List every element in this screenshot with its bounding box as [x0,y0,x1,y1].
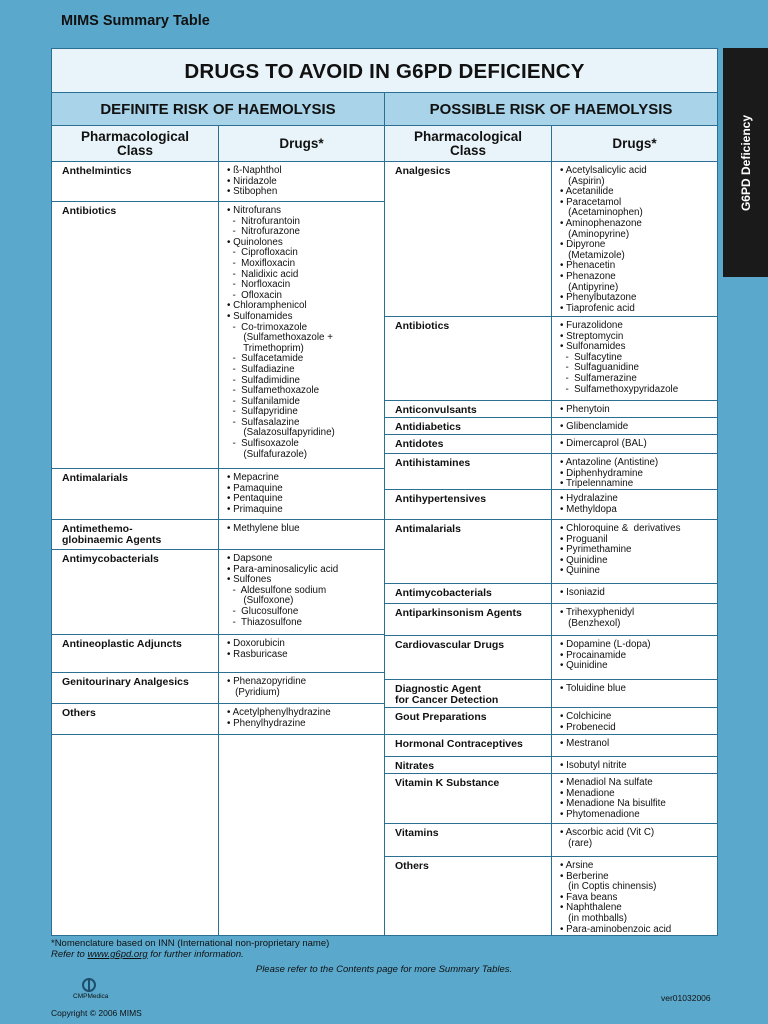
class-line: Gout Preparations [395,711,487,723]
class-line: Vitamins [395,827,439,839]
drug-item: • ß-Naphthol [227,165,282,176]
pharmacological-class [62,473,128,484]
drug-list [227,166,282,198]
logo-icon [82,978,96,992]
class-line: Antimycobacterials [62,553,159,565]
footnote-refer-pre: Refer to [51,949,88,960]
drug-item: (Benzhexol) [560,617,621,629]
drug-list [227,708,331,729]
drug-list [227,473,283,515]
section-tab-label: G6PD Deficiency [738,114,753,211]
drug-item: • Mestranol [560,738,610,749]
pharmacological-class [395,405,477,416]
drug-item: • Colchicine [560,711,612,722]
class-line: Antimycobacterials [395,587,492,599]
drug-item: • Doxorubicin [227,638,285,649]
table-title: DRUGS TO AVOID IN G6PD DEFICIENCY [52,49,717,93]
col-header-class-line1: Pharmacological [80,128,190,144]
pharmacological-class [395,494,486,505]
table-row [385,317,717,401]
class-line: Hormonal Contraceptives [395,738,523,750]
drug-item: • Pentaquine [227,493,283,505]
drug-item: • Niridazole [227,175,277,187]
drug-list [560,761,627,772]
drug-list [560,640,651,672]
drug-item: - Sulfacytine [560,351,623,363]
drug-item: - Sulfasalazine [227,416,300,428]
pharmacological-class [395,524,461,535]
drug-item: • Menadiol Na sulfate [560,777,653,788]
page-header: MIMS Summary Table [61,13,210,29]
drug-item: • Menadione Na bisulfite [560,798,666,810]
drug-item: • Naphthalene [560,902,622,914]
possible-risk-heading: POSSIBLE RISK OF HAEMOLYSIS [385,93,717,126]
drug-list [560,608,634,629]
drug-item: - Ofloxacin [227,289,282,301]
drug-item: • Pamaquine [227,482,283,494]
table-row [385,735,717,757]
class-line: Others [62,707,96,719]
class-line: Anticonvulsants [395,404,477,416]
class-line: Antineoplastic Adjuncts [62,638,182,650]
class-line: Nitrates [395,760,435,772]
pharmacological-class [395,640,504,651]
drug-list [560,828,654,849]
g6pd-link[interactable]: www.g6pd.org [87,949,148,960]
drug-item: - Norfloxacin [227,279,291,291]
drug-list [560,712,616,733]
drug-item: • Dopamine (L-dopa) [560,639,651,650]
drug-list [560,778,666,820]
class-line: Antihypertensives [395,493,487,505]
pharmacological-class [395,778,499,789]
table-row [52,520,385,550]
pharmacological-class [62,524,161,546]
drug-item: • Paracetamol [560,196,622,208]
col-header-class-line2: Class [116,142,153,158]
version-code: ver01032006 [661,993,711,1003]
class-line: Analgesics [395,165,451,177]
drug-item: • Diphenhydramine [560,467,643,479]
drug-item: • Mepacrine [227,472,279,483]
table-row [385,401,717,418]
pharmacological-class [395,458,470,469]
drug-item: • Procainamide [560,649,627,661]
drug-item: • Dimercaprol (BAL) [560,438,647,449]
drug-item: - Aldesulfone sodium [227,584,327,596]
drug-list [227,206,335,460]
table-row [385,520,717,584]
drug-list [560,405,610,416]
drug-list [227,524,300,535]
drug-list [560,861,671,935]
class-line: Diagnostic Agent [395,683,481,695]
table-row [385,824,717,857]
drug-list [227,554,338,628]
table-row [385,418,717,435]
table-row [52,673,385,704]
drug-list [560,166,647,314]
class-line: Antidiabetics [395,421,461,433]
drug-item: - Sulfamethoxazole [227,385,320,397]
drug-item: • Ascorbic acid (Vit C) [560,827,655,838]
table-row [52,550,385,635]
drug-item: - Glucosulfone [227,605,299,617]
class-line: Antimethemo- [62,523,133,535]
drug-item: • Para-aminosalicylic acid [227,563,339,575]
drug-item: • Proguanil [560,533,608,545]
drug-item: • Phenacetin [560,260,616,272]
drug-item: (Antipyrine) [560,281,619,293]
table-row [385,708,717,735]
drug-item: • Isobutyl nitrite [560,760,627,771]
drug-item: • Phenazopyridine [227,676,307,687]
table-row [52,469,385,520]
pharmacological-class [62,708,96,719]
pharmacological-class [395,422,461,433]
drug-item: (Salazosulfapyridine) [227,427,335,439]
drug-item: - Nalidixic acid [227,268,299,280]
table-row [385,636,717,680]
drug-item: • Berberine [560,870,609,882]
drug-item: • Acetylphenylhydrazine [227,707,331,718]
drug-item: (in Coptis chinensis) [560,881,657,893]
table-row [385,162,717,317]
drug-item: • Quinolones [227,236,283,248]
drug-item: - Sulfadimidine [227,374,300,386]
drug-item: • Arsine [560,860,594,871]
drug-list [560,458,658,490]
drug-item: • Tiaprofenic acid [560,302,635,314]
drug-item: - Sulfamethoxypyridazole [560,383,679,395]
drug-item: • Aminophenazone [560,217,642,229]
drug-item: • Chloroquine & derivatives [560,523,681,534]
class-line: Antibiotics [395,320,450,332]
drug-list [560,494,618,515]
drug-item: - Nitrofurantoin [227,215,300,227]
drug-item: - Ciprofloxacin [227,247,298,259]
pharmacological-class [395,861,429,872]
class-line: Antihistamines [395,457,471,469]
footnote-refer [51,949,244,960]
pharmacological-class [395,828,439,839]
drug-item: • Stibophen [227,186,278,198]
drug-list [560,739,609,750]
summary-table [51,48,718,936]
drug-item: • Primaquine [227,503,283,515]
class-line: Antimalarials [62,472,128,484]
drug-item: (Sulfamethoxazole + [227,332,333,344]
drug-list [560,684,626,695]
drug-item: • Sulfonamides [227,310,293,322]
drug-list [227,639,288,660]
table-row [385,604,717,636]
col-header-class-line1: Pharmacological [413,128,523,144]
definite-risk-heading: DEFINITE RISK OF HAEMOLYSIS [52,93,384,126]
drug-list [560,422,628,433]
drug-item: • Furazolidone [560,320,623,331]
pharmacological-class [395,712,487,723]
drug-list [560,524,681,577]
table-row [385,454,717,490]
class-line: globinaemic Agents [62,534,162,546]
drug-item: • Quinidine [560,554,608,566]
drug-item: (rare) [560,837,593,849]
drug-item: • Dipyrone [560,239,606,251]
drug-item: (Pyridium) [227,686,280,698]
drug-item: • Menadione [560,787,615,799]
pharmacological-class [395,739,523,750]
drug-item: • Sulfonamides [560,341,626,353]
drug-item: Trimethoprim) [227,342,304,354]
drug-item: • Probenecid [560,721,616,733]
drug-item: - Sulfamerazine [560,372,637,384]
pharmacological-class [395,588,492,599]
drug-item: • Tripelennamine [560,478,634,490]
drug-item: - Sulfadiazine [227,363,295,375]
pharmacological-class [395,761,434,772]
drug-item: - Sulfaguanidine [560,362,639,374]
drug-item: • Trihexyphenidyl [560,607,635,618]
drug-item: (Aminopyrine) [560,228,630,240]
pharmacological-class [395,166,450,177]
pharmacological-class [62,166,131,177]
logo-text: CMPMedica [73,993,109,1000]
class-line: Anthelmintics [62,165,132,177]
drug-list [560,439,647,450]
table-row [52,635,385,673]
col-header-class-line2: Class [449,142,486,158]
col-header-class-left [52,126,218,162]
drug-item: (Metamizole) [560,249,625,261]
table-row [385,857,717,936]
drug-item: • Toluidine blue [560,683,626,694]
section-tab[interactable] [723,48,768,277]
drug-item: • Methylene blue [227,523,300,534]
pharmacological-class [62,206,116,217]
drug-item: • Phenytoin [560,404,610,415]
drug-list [560,588,605,599]
col-header-class-right [385,126,551,162]
pharmacological-class [395,684,498,706]
drug-item: • Quinidine [560,660,608,672]
table-row [52,202,385,469]
table-row [385,680,717,708]
drug-item: • Phenylhydrazine [227,717,306,729]
pharmacological-class [62,677,189,688]
drug-item: • Sulfones [227,574,272,586]
drug-item: • Acetylsalicylic acid [560,165,647,176]
drug-item: • Isoniazid [560,587,605,598]
drug-item: • Phenazone [560,270,616,282]
table-row [52,704,385,735]
drug-item: • Para-aminobenzoic acid [560,923,672,935]
pharmacological-class [395,439,443,450]
pharmacological-class [62,554,159,565]
table-row [385,584,717,604]
drug-item: • Methyldopa [560,503,617,515]
footnote-refer-post: for further information. [147,949,244,960]
drug-item: • Acetanilide [560,186,614,198]
drug-item: • Phenylbutazone [560,292,637,304]
table-row [385,490,717,520]
drug-item: • Antazoline (Antistine) [560,457,659,468]
drug-item: (Sulfoxone) [227,595,294,607]
class-line: Genitourinary Analgesics [62,676,189,688]
class-line: Antidotes [395,438,444,450]
table-row [385,757,717,774]
col-header-drugs-right: Drugs* [552,126,717,162]
drug-item: - Nitrofurazone [227,226,300,238]
drug-item: (in mothballs) [560,912,627,924]
drug-item: - Sulfapyridine [227,406,298,418]
table-row [52,162,385,202]
class-line: Others [395,860,429,872]
class-line: Antimalarials [395,523,461,535]
drug-item: - Sulfanilamide [227,395,300,407]
class-line: for Cancer Detection [395,694,499,706]
drug-list [560,321,678,395]
drug-item: • Nitrofurans [227,205,282,216]
drug-item: (Sulfafurazole) [227,448,308,460]
drug-item: - Sulfacetamide [227,353,304,365]
drug-item: • Phytomenadione [560,808,640,820]
drug-item: • Glibenclamide [560,421,629,432]
pharmacological-class [395,608,522,619]
drug-item: - Co-trimoxazole [227,321,308,333]
class-line: Cardiovascular Drugs [395,639,505,651]
drug-item: • Chloramphenicol [227,300,307,312]
footnote-inn: *Nomenclature based on INN (International non-proprietary name) [51,938,330,949]
contents-note: Please refer to the Contents page for more Summary Tables. [255,964,513,975]
drug-item: • Streptomycin [560,330,624,342]
copyright: Copyright © 2006 MIMS [51,1008,142,1018]
table-row [385,435,717,454]
pharmacological-class [62,639,182,650]
drug-item: • Dapsone [227,553,273,564]
cmpmedica-logo [73,978,109,1000]
drug-item: • Quinine [560,565,600,577]
drug-item: • Pyrimethamine [560,544,632,556]
drug-item: • Hydralazine [560,493,618,504]
drug-list [227,677,306,698]
drug-item: • Fava beans [560,891,618,903]
drug-item: - Sulfisoxazole [227,438,299,450]
col-header-drugs-left: Drugs* [219,126,384,162]
drug-item: (Acetaminophen) [560,207,643,219]
drug-item: - Thiazosulfone [227,616,302,628]
class-line: Antiparkinsonism Agents [395,607,522,619]
table-row [385,774,717,824]
class-line: Vitamin K Substance [395,777,500,789]
class-line: Antibiotics [62,205,117,217]
drug-item: (Aspirin) [560,175,605,187]
drug-item: • Rasburicase [227,648,288,660]
pharmacological-class [395,321,449,332]
drug-item: - Moxifloxacin [227,257,296,269]
